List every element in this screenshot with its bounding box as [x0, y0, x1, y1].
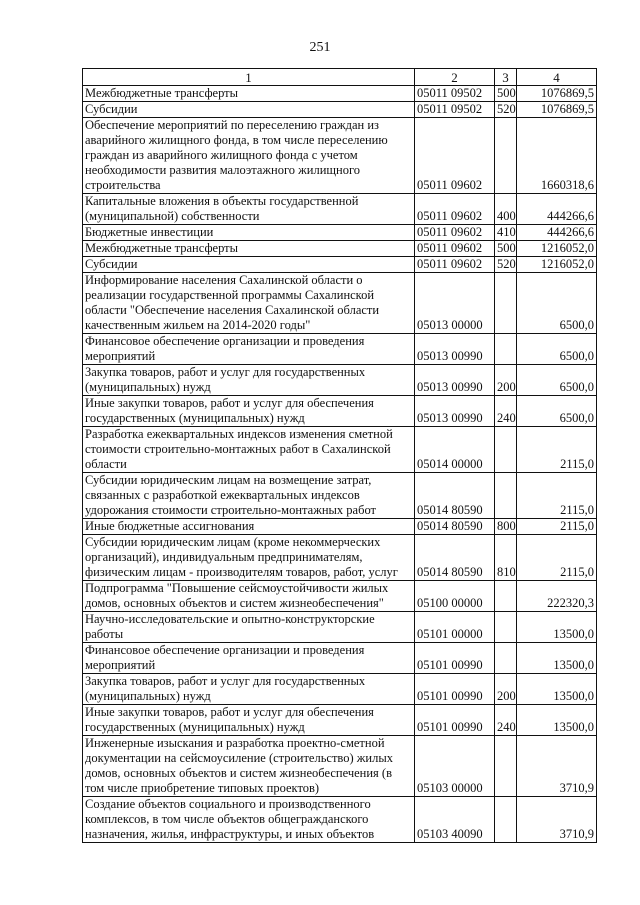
table-row	[83, 473, 597, 519]
row-name: Закупка товаров, работ и услуг для государственных (муниципальных) нужд	[83, 674, 415, 705]
row-amount: 13500,0	[517, 674, 597, 705]
table-row	[83, 365, 597, 396]
row-type	[495, 473, 517, 519]
table-row	[83, 396, 597, 427]
row-code: 05014 80590	[415, 519, 495, 535]
row-type: 520	[495, 102, 517, 118]
row-name: Финансовое обеспечение организации и проведения мероприятий	[83, 643, 415, 674]
row-code: 05103 40090	[415, 797, 495, 843]
row-name: Субсидии юридическим лицам (кроме некоммерческих организаций), индивидуальным предпринимателям, физическим лицам - производителям товаров, работ, услуг	[83, 535, 415, 581]
table-row	[83, 118, 597, 194]
row-type: 800	[495, 519, 517, 535]
row-code: 05014 00000	[415, 427, 495, 473]
row-name: Капитальные вложения в объекты государственной (муниципальной) собственности	[83, 194, 415, 225]
row-amount: 444266,6	[517, 225, 597, 241]
table-body	[83, 86, 597, 843]
row-type	[495, 612, 517, 643]
row-name: Финансовое обеспечение организации и проведения мероприятий	[83, 334, 415, 365]
row-name: Межбюджетные трансферты	[83, 241, 415, 257]
row-code: 05011 09502	[415, 86, 495, 102]
row-name: Иные закупки товаров, работ и услуг для обеспечения государственных (муниципальных) нужд	[83, 705, 415, 736]
row-amount: 2115,0	[517, 519, 597, 535]
table-row	[83, 194, 597, 225]
row-type	[495, 334, 517, 365]
table-row	[83, 612, 597, 643]
table-row	[83, 334, 597, 365]
table-row	[83, 225, 597, 241]
row-type: 240	[495, 396, 517, 427]
row-type	[495, 118, 517, 194]
row-amount: 2115,0	[517, 473, 597, 519]
table-row	[83, 241, 597, 257]
row-amount: 6500,0	[517, 273, 597, 334]
row-amount: 6500,0	[517, 334, 597, 365]
row-type: 410	[495, 225, 517, 241]
row-code: 05014 80590	[415, 535, 495, 581]
row-type	[495, 581, 517, 612]
row-amount: 3710,9	[517, 797, 597, 843]
table-row	[83, 736, 597, 797]
row-code: 05101 00990	[415, 643, 495, 674]
row-name: Подпрограмма "Повышение сейсмоустойчивости жилых домов, основных объектов и систем жизнеобеспечения"	[83, 581, 415, 612]
table-header-row	[83, 69, 597, 86]
row-name: Субсидии юридическим лицам на возмещение затрат, связанных с разработкой ежеквартальных индексов удорожания стоимости строительно-монтажных работ	[83, 473, 415, 519]
row-name: Создание объектов социального и производственного комплексов, в том числе объектов общегражданского назначения, жилья, инфраструктуры, и иных объектов	[83, 797, 415, 843]
row-amount: 13500,0	[517, 705, 597, 736]
table-row	[83, 581, 597, 612]
row-code: 05014 80590	[415, 473, 495, 519]
row-code: 05101 00990	[415, 705, 495, 736]
row-amount: 1076869,5	[517, 86, 597, 102]
row-amount: 13500,0	[517, 643, 597, 674]
row-name: Информирование населения Сахалинской области о реализации государственной программы Сахалинской области "Обеспечение населения Сахалинской области качественным жильем на 2014-2020 годы"	[83, 273, 415, 334]
table-row	[83, 102, 597, 118]
column-header-name: 1	[83, 69, 415, 86]
row-amount: 1076869,5	[517, 102, 597, 118]
row-name: Бюджетные инвестиции	[83, 225, 415, 241]
row-code: 05101 00000	[415, 612, 495, 643]
row-type: 240	[495, 705, 517, 736]
table-row	[83, 797, 597, 843]
row-code: 05011 09502	[415, 102, 495, 118]
row-amount: 1216052,0	[517, 257, 597, 273]
row-type: 500	[495, 86, 517, 102]
row-amount: 1216052,0	[517, 241, 597, 257]
row-amount: 2115,0	[517, 535, 597, 581]
row-type: 200	[495, 674, 517, 705]
row-amount: 444266,6	[517, 194, 597, 225]
row-code: 05100 00000	[415, 581, 495, 612]
row-name: Субсидии	[83, 102, 415, 118]
row-amount: 6500,0	[517, 396, 597, 427]
row-name: Обеспечение мероприятий по переселению граждан из аварийного жилищного фонда, в том числе переселению граждан из аварийного жилищного фонда с учетом необходимости развития малоэтажного жилищного строительства	[83, 118, 415, 194]
row-type	[495, 736, 517, 797]
column-header-code: 2	[415, 69, 495, 86]
row-code: 05013 00000	[415, 273, 495, 334]
row-amount: 3710,9	[517, 736, 597, 797]
row-type: 500	[495, 241, 517, 257]
row-name: Иные закупки товаров, работ и услуг для обеспечения государственных (муниципальных) нужд	[83, 396, 415, 427]
table-row	[83, 273, 597, 334]
row-amount: 222320,3	[517, 581, 597, 612]
row-code: 05013 00990	[415, 334, 495, 365]
row-type: 520	[495, 257, 517, 273]
table-row	[83, 519, 597, 535]
row-code: 05011 09602	[415, 241, 495, 257]
row-amount: 6500,0	[517, 365, 597, 396]
row-name: Закупка товаров, работ и услуг для государственных (муниципальных) нужд	[83, 365, 415, 396]
row-code: 05101 00990	[415, 674, 495, 705]
row-amount: 1660318,6	[517, 118, 597, 194]
table-row	[83, 86, 597, 102]
row-name: Инженерные изыскания и разработка проектно-сметной документации на сейсмоусиление (строительство) жилых домов, основных объектов и систем жизнеобеспечения (в том числе приобретение типовых проектов)	[83, 736, 415, 797]
table-row	[83, 674, 597, 705]
row-name: Межбюджетные трансферты	[83, 86, 415, 102]
row-type	[495, 643, 517, 674]
row-name: Научно-исследовательские и опытно-конструкторские работы	[83, 612, 415, 643]
row-code: 05013 00990	[415, 365, 495, 396]
row-type: 400	[495, 194, 517, 225]
row-type	[495, 427, 517, 473]
row-type: 200	[495, 365, 517, 396]
row-code: 05011 09602	[415, 257, 495, 273]
row-amount: 13500,0	[517, 612, 597, 643]
row-code: 05013 00990	[415, 396, 495, 427]
row-type: 810	[495, 535, 517, 581]
row-type	[495, 797, 517, 843]
table-row	[83, 643, 597, 674]
column-header-type: 3	[495, 69, 517, 86]
row-code: 05011 09602	[415, 118, 495, 194]
table-row	[83, 705, 597, 736]
row-code: 05011 09602	[415, 194, 495, 225]
row-type	[495, 273, 517, 334]
table-row	[83, 535, 597, 581]
row-code: 05103 00000	[415, 736, 495, 797]
table-row	[83, 257, 597, 273]
row-name: Субсидии	[83, 257, 415, 273]
page-number: 251	[309, 40, 331, 55]
budget-table	[82, 68, 597, 843]
row-name: Разработка ежеквартальных индексов изменения сметной стоимости строительно-монтажных работ в Сахалинской области	[83, 427, 415, 473]
row-code: 05011 09602	[415, 225, 495, 241]
row-name: Иные бюджетные ассигнования	[83, 519, 415, 535]
row-amount: 2115,0	[517, 427, 597, 473]
column-header-amount: 4	[517, 69, 597, 86]
table-row	[83, 427, 597, 473]
